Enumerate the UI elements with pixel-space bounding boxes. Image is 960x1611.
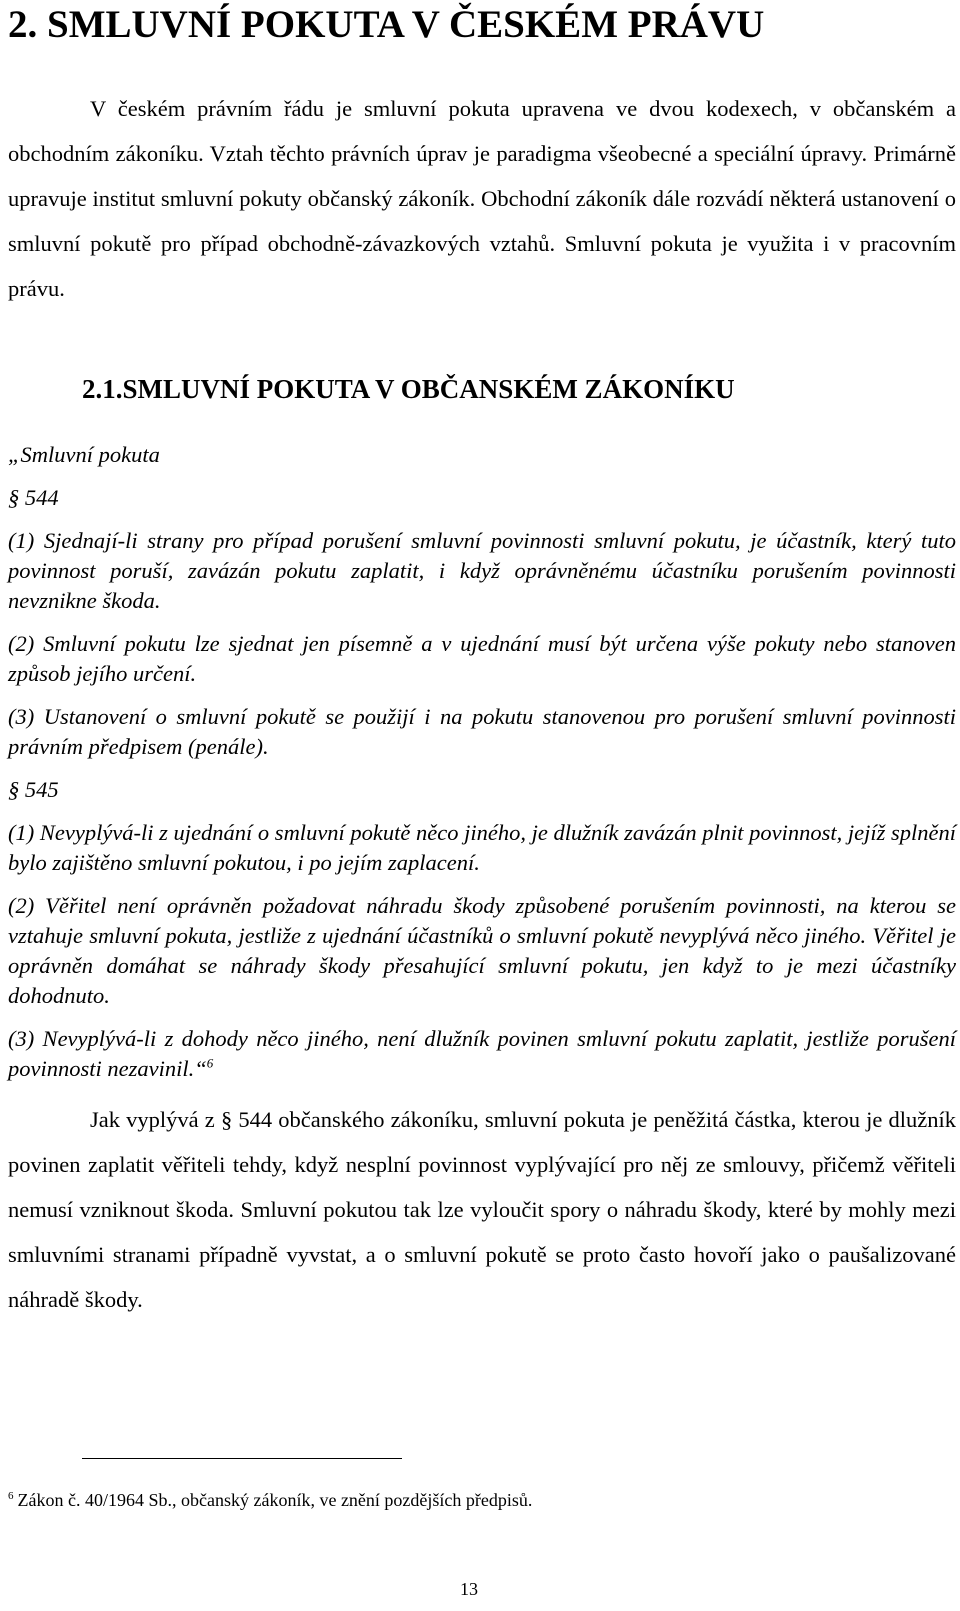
section-544-label: § 544: [8, 485, 59, 510]
section-545-label: § 545: [8, 777, 59, 802]
section-heading: 2.1.SMLUVNÍ POKUTA V OBČANSKÉM ZÁKONÍKU: [82, 374, 735, 404]
section-545-paragraph-3: [8, 1024, 956, 1084]
section-545-paragraph-2: (2) Věřitel není oprávněn požadovat náhradu škody způsobené porušením povinnosti, na kterou se vztahuje smluvní pokuta, jestliže z ujednání účastníků o smluvní pokutě nevyplývá něco jiného. Věřitel je oprávněn domáhat se náhrady škody přesahující smluvní pokutu, jen když to je mezi účastníky dohodnuto.: [8, 893, 956, 1008]
commentary-paragraph: Jak vyplývá z § 544 občanského zákoníku, smluvní pokuta je peněžitá částka, kterou je dlužník povinen zaplatit věřiteli tehdy, když nesplní povinnost vyplývající pro něj ze smlouvy, přičemž věřiteli nemusí vzniknout škoda. Smluvní pokutou tak lze vyloučit spory o náhradu škody, které by mohly mezi smluvními stranami případně vyvstat, a o smluvní pokutě se proto často hovoří jako o paušalizované náhradě škody.: [8, 1107, 956, 1312]
page-number: 13: [460, 1579, 478, 1599]
intro-paragraph: V českém právním řádu je smluvní pokuta upravena ve dvou kodexech, v občanském a obchodním zákoníku. Vztah těchto právních úprav je paradigma všeobecné a speciální úpravy. Primárně upravuje institut smluvní pokuty občanský zákoník. Obchodní zákoník dále rozvádí některá ustanovení o smluvní pokutě pro případ obchodně-závazkových vztahů. Smluvní pokuta je využita i v pracovním právu.: [8, 96, 956, 301]
section-545-paragraph-1: (1) Nevyplývá-li z ujednání o smluvní pokutě něco jiného, je dlužník zavázán plnit povinnost, jejíž splnění bylo zajištěno smluvní pokutou, i po jejím zaplacení.: [8, 820, 956, 875]
footnote-reference: 6: [206, 1055, 214, 1071]
section-544-paragraph-2: (2) Smluvní pokutu lze sjednat jen písemně a v ujednání musí být určena výše pokuty nebo stanoven způsob jejího určení.: [8, 631, 956, 686]
section-544-paragraph-3: (3) Ustanovení o smluvní pokutě se použijí i na pokutu stanovenou pro porušení smluvní povinnosti právním předpisem (penále).: [8, 704, 956, 759]
footnote-separator: [82, 1458, 402, 1459]
law-quotation: [8, 440, 956, 1084]
section-544-paragraph-1: (1) Sjednají-li strany pro případ porušení smluvní povinnosti smluvní pokutu, je účastník, který tuto povinnost poruší, zavázán pokutu zaplatit, i když oprávněnému účastníku porušením povinnosti nevznikne škoda.: [8, 528, 956, 613]
footnote-text: Zákon č. 40/1964 Sb., občanský zákoník, ve znění pozdějších předpisů.: [17, 1490, 533, 1510]
footnote-number: 6: [8, 1490, 14, 1502]
footnote: [8, 1490, 532, 1511]
section-545-paragraph-3-text: (3) Nevyplývá-li z dohody něco jiného, není dlužník povinen smluvní pokutu zaplatit, jestliže porušení povinnosti nezavinil.“: [8, 1026, 956, 1081]
chapter-heading: 2. SMLUVNÍ POKUTA V ČESKÉM PRÁVU: [8, 3, 765, 46]
quote-title: „Smluvní pokuta: [8, 442, 160, 467]
